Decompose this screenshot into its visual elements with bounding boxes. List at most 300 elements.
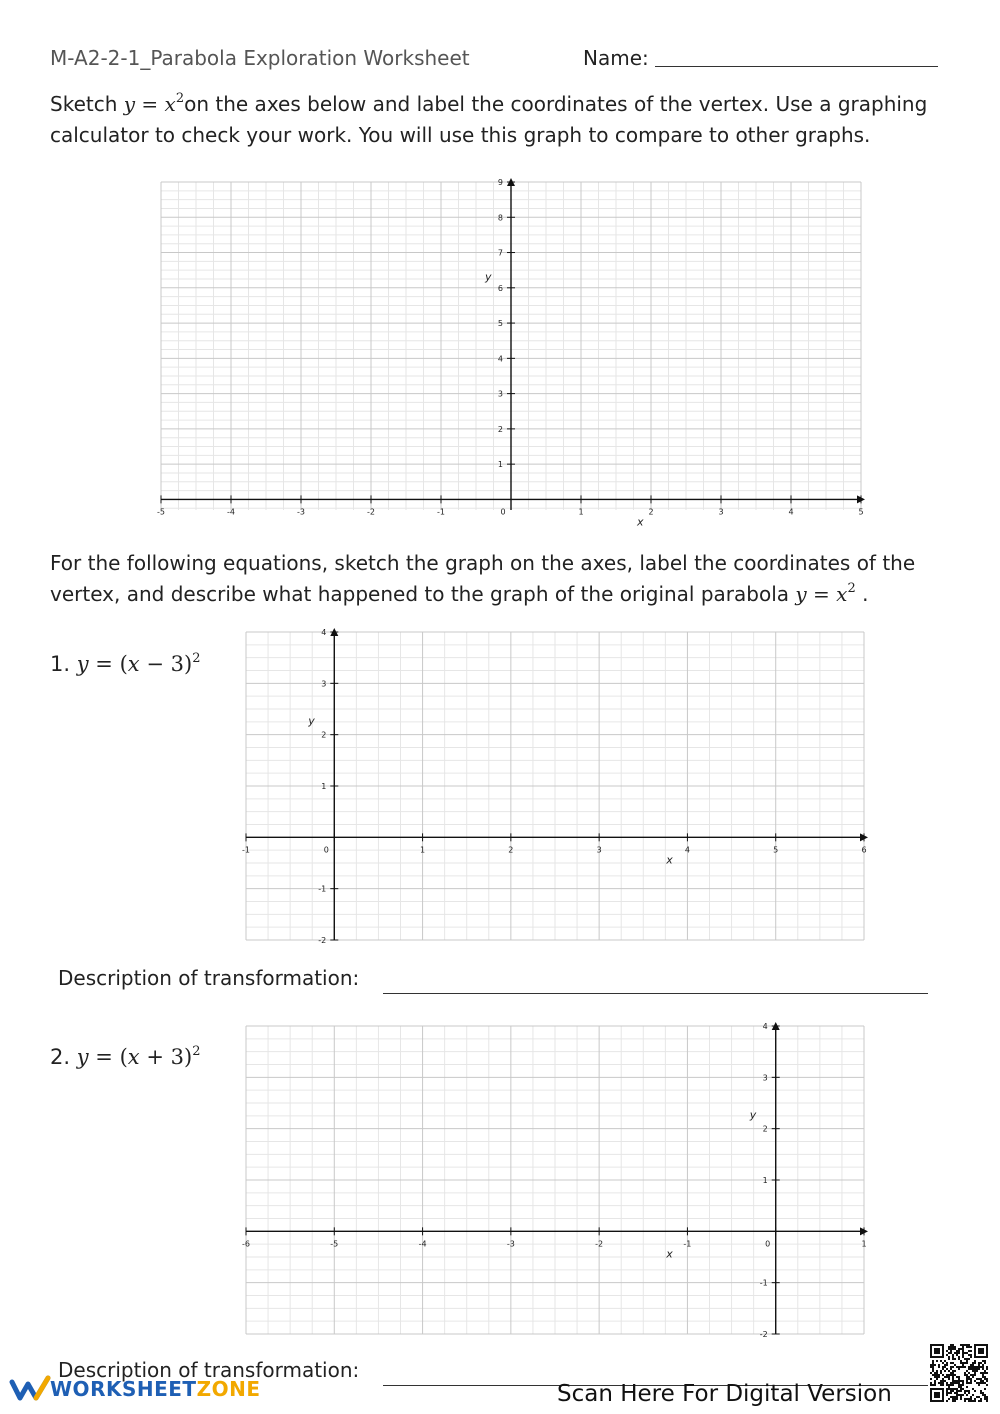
x-tick-label: -5 [330, 1239, 339, 1249]
qr-module [970, 1354, 972, 1356]
qr-module [978, 1368, 980, 1370]
qr-module [942, 1374, 944, 1376]
qr-module [950, 1372, 952, 1374]
qr-module [950, 1368, 952, 1370]
qr-module [954, 1352, 956, 1354]
qr-module [978, 1364, 980, 1366]
qr-module [972, 1362, 974, 1364]
qr-module [982, 1380, 984, 1382]
qr-module [970, 1380, 972, 1382]
qr-module [980, 1362, 982, 1364]
qr-module [974, 1360, 976, 1362]
qr-module [960, 1366, 962, 1368]
qr-module [978, 1362, 980, 1364]
qr-module [946, 1362, 948, 1364]
x-tick-label: 1 [578, 507, 584, 517]
problem-1-description-label: Description of transformation: [58, 966, 360, 990]
qr-module [982, 1372, 984, 1374]
qr-module [962, 1388, 964, 1390]
qr-module [982, 1374, 984, 1376]
qr-module [932, 1374, 934, 1376]
instructions-line-1: For the following equations, sketch the graph on the axes, label the coordinates of the [50, 551, 916, 575]
qr-module [986, 1400, 988, 1402]
qr-module [964, 1358, 966, 1360]
x-tick-label: 1 [420, 845, 426, 855]
x-tick-label: 4 [684, 845, 690, 855]
qr-module [942, 1366, 944, 1368]
qr-module [978, 1366, 980, 1368]
x-tick-label: -3 [506, 1239, 515, 1249]
qr-module [948, 1392, 950, 1394]
qr-module [970, 1382, 972, 1384]
qr-module [970, 1350, 972, 1352]
qr-module [982, 1366, 984, 1368]
qr-module [944, 1360, 946, 1362]
qr-module [966, 1376, 968, 1378]
y-tick-label: 1 [321, 782, 327, 791]
qr-module [952, 1362, 954, 1364]
qr-module [986, 1396, 988, 1398]
qr-module [952, 1354, 954, 1356]
qr-module [962, 1352, 964, 1354]
qr-module [930, 1382, 932, 1384]
graph-problem-2[interactable] [240, 1020, 870, 1340]
qr-module [972, 1374, 974, 1376]
qr-module [974, 1362, 976, 1364]
qr-module [968, 1350, 970, 1352]
qr-module [962, 1382, 964, 1384]
y-tick-label: 4 [321, 628, 327, 637]
qr-module [980, 1366, 982, 1368]
qr-module [932, 1360, 934, 1362]
x-tick-label: -6 [242, 1239, 250, 1249]
qr-module [960, 1386, 962, 1388]
y-tick-label: -1 [318, 884, 327, 894]
qr-module [946, 1354, 948, 1356]
qr-module [934, 1372, 936, 1374]
qr-module [964, 1362, 966, 1364]
x-tick-label: -5 [157, 507, 165, 517]
qr-module [954, 1370, 956, 1372]
qr-module [954, 1392, 956, 1394]
qr-module [962, 1364, 964, 1366]
qr-module [968, 1372, 970, 1374]
y-tick-label: 9 [497, 178, 503, 187]
qr-module [966, 1360, 968, 1362]
qr-module [966, 1380, 968, 1382]
qr-module [966, 1344, 968, 1346]
qr-finder-core [934, 1392, 940, 1398]
x-tick-label: 0 [765, 1239, 771, 1249]
qr-module [962, 1394, 964, 1396]
qr-module [984, 1398, 986, 1400]
qr-module [960, 1344, 962, 1346]
qr-module [980, 1390, 982, 1392]
qr-module [952, 1388, 954, 1390]
x-axis-label: x [637, 515, 644, 529]
qr-module [982, 1360, 984, 1362]
qr-module [980, 1392, 982, 1394]
qr-module [986, 1372, 988, 1374]
qr-module [932, 1370, 934, 1372]
x-tick-label: 5 [773, 845, 779, 855]
problem-2-label: 2. $y = (x + 3)^2$ [50, 1044, 201, 1069]
qr-module [952, 1398, 954, 1400]
qr-module [970, 1356, 972, 1358]
problem-1-label: 1. $y = (x - 3)^2$ [50, 651, 201, 676]
qr-module [956, 1350, 958, 1352]
qr-module [968, 1378, 970, 1380]
qr-module [964, 1374, 966, 1376]
qr-module [946, 1374, 948, 1376]
qr-module [974, 1372, 976, 1374]
qr-module [954, 1382, 956, 1384]
y-tick-label: 3 [762, 1073, 768, 1083]
qr-module [946, 1368, 948, 1370]
x-tick-label: 2 [648, 507, 654, 517]
qr-module [976, 1370, 978, 1372]
qr-module [972, 1366, 974, 1368]
qr-module [948, 1398, 950, 1400]
qr-module [960, 1394, 962, 1396]
qr-module [984, 1372, 986, 1374]
qr-module [960, 1362, 962, 1364]
qr-module [966, 1346, 968, 1348]
qr-module [944, 1376, 946, 1378]
problem-1-equation: $y = (x - 3)^2$ [76, 651, 201, 676]
qr-module [946, 1364, 948, 1366]
qr-module [936, 1360, 938, 1362]
qr-module [950, 1344, 952, 1346]
qr-module [946, 1384, 948, 1386]
qr-module [976, 1366, 978, 1368]
qr-module [964, 1392, 966, 1394]
qr-module [948, 1370, 950, 1372]
qr-module [950, 1396, 952, 1398]
qr-module [968, 1398, 970, 1400]
qr-module [980, 1382, 982, 1384]
qr-module [972, 1376, 974, 1378]
qr-module [956, 1380, 958, 1382]
qr-module [944, 1370, 946, 1372]
qr-module [952, 1378, 954, 1380]
qr-module [974, 1368, 976, 1370]
qr-module [960, 1348, 962, 1350]
qr-module [948, 1378, 950, 1380]
qr-module [968, 1366, 970, 1368]
x-tick-label: 1 [861, 1239, 867, 1249]
qr-module [968, 1390, 970, 1392]
qr-module [930, 1364, 932, 1366]
qr-module [930, 1366, 932, 1368]
qr-module [948, 1384, 950, 1386]
qr-module [932, 1364, 934, 1366]
qr-module [964, 1372, 966, 1374]
qr-module [968, 1376, 970, 1378]
qr-module [962, 1384, 964, 1386]
qr-module [956, 1382, 958, 1384]
qr-module [942, 1380, 944, 1382]
qr-module [952, 1384, 954, 1386]
y-tick-label: 7 [497, 248, 503, 258]
qr-module [948, 1386, 950, 1388]
qr-module [950, 1382, 952, 1384]
qr-module [938, 1366, 940, 1368]
qr-module [984, 1394, 986, 1396]
qr-module [940, 1384, 942, 1386]
qr-module [972, 1388, 974, 1390]
qr-module [986, 1398, 988, 1400]
qr-module [940, 1380, 942, 1382]
y-tick-label: -2 [759, 1330, 768, 1339]
problem-2-equation: $y = (x + 3)^2$ [76, 1044, 201, 1069]
x-tick-label: -1 [437, 507, 445, 517]
qr-module [986, 1368, 988, 1370]
qr-module [970, 1346, 972, 1348]
qr-module [952, 1346, 954, 1348]
y-tick-label: 2 [497, 424, 503, 434]
qr-module [964, 1352, 966, 1354]
qr-module [982, 1364, 984, 1366]
qr-module [966, 1378, 968, 1380]
qr-module [958, 1382, 960, 1384]
qr-module [964, 1400, 966, 1402]
x-tick-label: -1 [683, 1239, 692, 1249]
qr-module [934, 1374, 936, 1376]
qr-module [968, 1368, 970, 1370]
qr-module [968, 1354, 970, 1356]
qr-module [984, 1360, 986, 1362]
qr-module [966, 1390, 968, 1392]
qr-module [938, 1364, 940, 1366]
qr-module [954, 1374, 956, 1376]
qr-module [936, 1378, 938, 1380]
qr-module [952, 1344, 954, 1346]
qr-module [958, 1368, 960, 1370]
y-axis-label: y [308, 714, 315, 728]
qr-module [952, 1358, 954, 1360]
qr-module [946, 1392, 948, 1394]
qr-module [952, 1370, 954, 1372]
qr-module [960, 1396, 962, 1398]
qr-module [934, 1384, 936, 1386]
name-field-line[interactable] [655, 66, 938, 67]
qr-module [948, 1388, 950, 1390]
intro-paragraph [50, 89, 980, 151]
qr-module [966, 1362, 968, 1364]
qr-module [944, 1366, 946, 1368]
qr-module [958, 1384, 960, 1386]
qr-module [986, 1380, 988, 1382]
qr-module [932, 1368, 934, 1370]
qr-module [968, 1400, 970, 1402]
brand-logo[interactable]: WORKSHEETZONE [10, 1376, 260, 1402]
qr-module [934, 1364, 936, 1366]
y-tick-label: 1 [762, 1176, 768, 1185]
qr-module [980, 1400, 982, 1402]
qr-module [958, 1350, 960, 1352]
qr-module [940, 1382, 942, 1384]
qr-module [978, 1382, 980, 1384]
x-tick-label: 5 [858, 507, 864, 517]
qr-finder-core [978, 1348, 984, 1354]
qr-module [958, 1352, 960, 1354]
qr-module [972, 1368, 974, 1370]
qr-module [960, 1390, 962, 1392]
qr-module [970, 1374, 972, 1376]
qr-module [948, 1376, 950, 1378]
qr-module [958, 1358, 960, 1360]
qr-module [970, 1366, 972, 1368]
scan-text: Scan Here For Digital Version [557, 1381, 892, 1407]
qr-module [966, 1352, 968, 1354]
qr-module [960, 1398, 962, 1400]
qr-module [980, 1398, 982, 1400]
qr-module [952, 1396, 954, 1398]
qr-module [958, 1356, 960, 1358]
qr-module [968, 1346, 970, 1348]
qr-module [974, 1366, 976, 1368]
x-tick-label: -2 [595, 1239, 604, 1249]
qr-module [962, 1346, 964, 1348]
qr-module [954, 1396, 956, 1398]
qr-module [948, 1374, 950, 1376]
qr-module [934, 1382, 936, 1384]
qr-module [952, 1366, 954, 1368]
y-tick-label: 4 [497, 354, 503, 364]
qr-module [942, 1382, 944, 1384]
qr-module [980, 1380, 982, 1382]
qr-module [956, 1396, 958, 1398]
qr-module [964, 1366, 966, 1368]
qr-module [962, 1380, 964, 1382]
qr-module [968, 1358, 970, 1360]
qr-module [956, 1354, 958, 1356]
qr-module [958, 1348, 960, 1350]
instructions-line-2: vertex, and describe what happened to the graph of the original parabola $y = x^2$ . [50, 581, 869, 606]
qr-module [962, 1348, 964, 1350]
qr-module [936, 1370, 938, 1372]
qr-module [936, 1374, 938, 1376]
problem-1-description-line[interactable] [383, 993, 928, 994]
qr-code-icon[interactable] [930, 1344, 988, 1402]
qr-module [966, 1386, 968, 1388]
x-tick-label: -3 [297, 507, 305, 517]
qr-module [960, 1360, 962, 1362]
qr-module [984, 1370, 986, 1372]
qr-module [974, 1374, 976, 1376]
y-tick-label: -2 [318, 936, 327, 945]
qr-module [970, 1396, 972, 1398]
qr-module [940, 1372, 942, 1374]
qr-module [950, 1390, 952, 1392]
qr-module [966, 1358, 968, 1360]
y-tick-label: -1 [759, 1278, 768, 1288]
qr-module [968, 1382, 970, 1384]
qr-module [950, 1388, 952, 1390]
qr-module [950, 1392, 952, 1394]
qr-module [930, 1372, 932, 1374]
qr-module [968, 1344, 970, 1346]
qr-module [962, 1350, 964, 1352]
checkmark-logo-icon [10, 1376, 50, 1402]
qr-module [970, 1364, 972, 1366]
y-tick-label: 6 [497, 283, 503, 293]
qr-module [950, 1348, 952, 1350]
qr-module [956, 1366, 958, 1368]
qr-module [982, 1368, 984, 1370]
x-tick-label: 3 [718, 507, 724, 517]
qr-module [954, 1398, 956, 1400]
qr-module [944, 1364, 946, 1366]
qr-module [958, 1376, 960, 1378]
qr-module [952, 1374, 954, 1376]
qr-module [954, 1400, 956, 1402]
qr-module [972, 1394, 974, 1396]
qr-module [954, 1358, 956, 1360]
qr-module [962, 1354, 964, 1356]
qr-module [958, 1390, 960, 1392]
qr-module [952, 1356, 954, 1358]
graph-problem-1[interactable] [240, 626, 870, 946]
qr-module [976, 1378, 978, 1380]
qr-module [950, 1366, 952, 1368]
qr-module [932, 1384, 934, 1386]
qr-module [958, 1366, 960, 1368]
qr-module [938, 1376, 940, 1378]
y-tick-label: 3 [321, 679, 327, 689]
qr-module [954, 1348, 956, 1350]
qr-module [962, 1344, 964, 1346]
qr-module [958, 1380, 960, 1382]
instructions-equation: $y = x^2$ [795, 581, 856, 606]
qr-module [956, 1388, 958, 1390]
qr-module [950, 1350, 952, 1352]
y-tick-label: 4 [762, 1022, 768, 1031]
qr-module [936, 1372, 938, 1374]
qr-module [956, 1392, 958, 1394]
qr-module [966, 1374, 968, 1376]
qr-module [986, 1366, 988, 1368]
qr-module [954, 1346, 956, 1348]
qr-module [970, 1368, 972, 1370]
qr-module [984, 1396, 986, 1398]
y-axis-label: y [485, 270, 492, 284]
qr-module [942, 1384, 944, 1386]
qr-module [986, 1384, 988, 1386]
qr-module [952, 1400, 954, 1402]
qr-module [954, 1388, 956, 1390]
qr-module [946, 1376, 948, 1378]
x-tick-label: -4 [227, 507, 235, 517]
qr-module [950, 1346, 952, 1348]
qr-module [982, 1394, 984, 1396]
graph-parent-parabola[interactable] [155, 176, 867, 529]
qr-module [964, 1398, 966, 1400]
qr-module [968, 1392, 970, 1394]
qr-module [958, 1378, 960, 1380]
qr-module [984, 1376, 986, 1378]
qr-module [932, 1362, 934, 1364]
qr-module [960, 1388, 962, 1390]
qr-module [936, 1376, 938, 1378]
qr-module [956, 1352, 958, 1354]
qr-module [948, 1352, 950, 1354]
qr-module [970, 1378, 972, 1380]
qr-module [960, 1380, 962, 1382]
y-tick-label: 8 [497, 213, 503, 223]
x-tick-label: 0 [323, 845, 329, 855]
